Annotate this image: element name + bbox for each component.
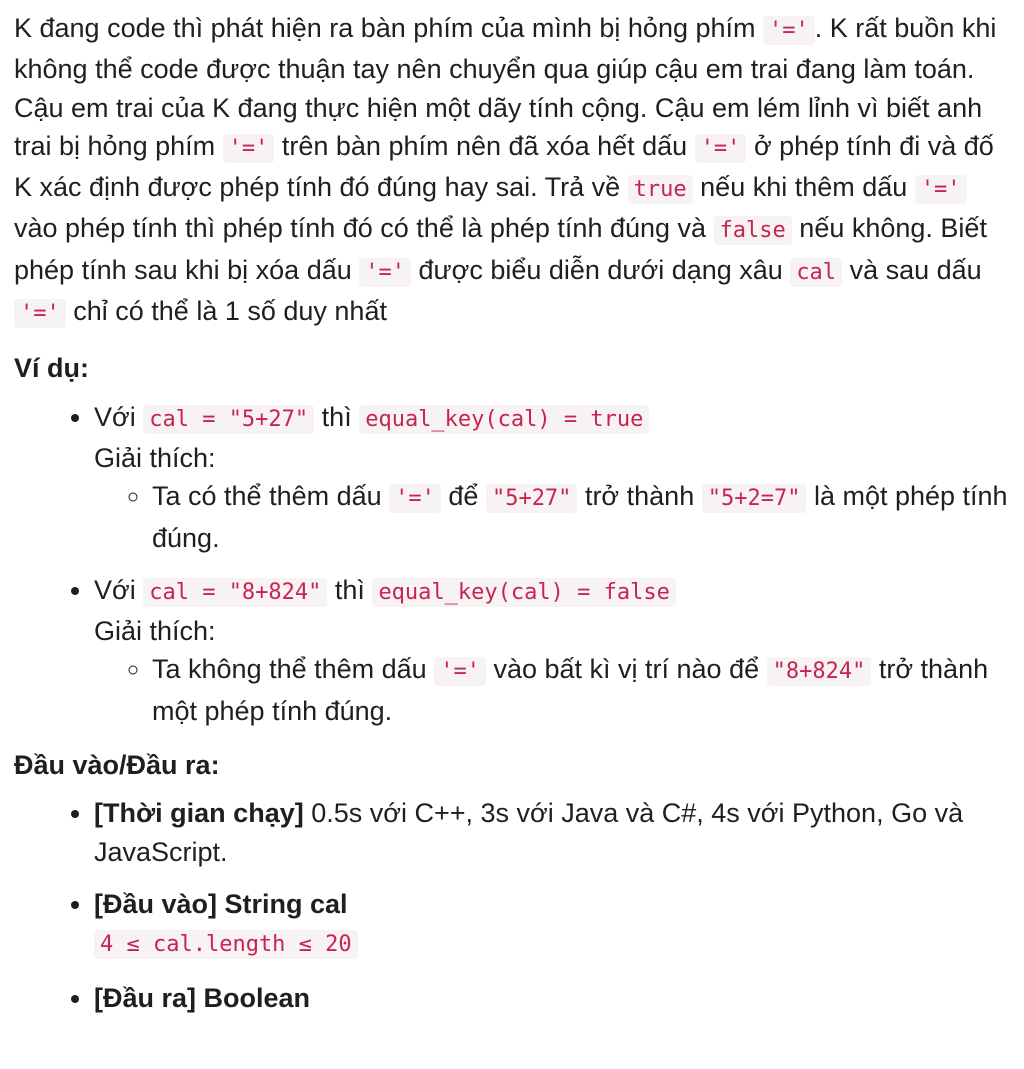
code-equal-sign: '=' — [915, 175, 967, 204]
explanation-text: trở thành — [577, 481, 702, 512]
io-output — [94, 979, 1010, 1017]
code-equal-sign: '=' — [695, 134, 747, 163]
example-then: thì — [327, 574, 373, 605]
code-equal-sign: '=' — [223, 134, 275, 163]
explanation-text: Ta có thể thêm dấu — [152, 481, 390, 512]
explanation-list — [94, 477, 1010, 557]
io-time-limit — [94, 794, 1010, 871]
intro-text: được biểu diễn dưới dạng xâu — [411, 254, 791, 285]
code-equal-sign: '=' — [359, 258, 411, 287]
example-input: cal = "8+824" — [143, 578, 327, 607]
intro-text: . K rất buồn khi không thể code được thuận tay nên chuyển qua giúp cậu em trai đang làm toán. Cậu em trai của K đang thực hiện một dãy tính cộng. Cậu em lém lỉnh vì biết anh trai bị hỏng phím — [14, 13, 997, 161]
code-false: false — [714, 216, 792, 245]
intro-text: ở phép tính đi và đố K xác định được phép tính đó đúng hay sai. Trả về — [14, 130, 994, 203]
code-result-string: "5+2=7" — [702, 484, 807, 513]
intro-text: K đang code thì phát hiện ra bàn phím của mình bị hỏng phím — [14, 13, 763, 43]
example-item — [94, 398, 1010, 557]
io-heading: Đầu vào/Đầu ra: — [14, 750, 220, 781]
code-equal-sign: '=' — [14, 299, 66, 328]
examples-list — [14, 398, 1010, 730]
explanation-label: Giải thích: — [94, 442, 216, 473]
intro-paragraph — [14, 9, 1010, 333]
code-input-string: "8+824" — [767, 657, 872, 686]
input-constraint: 4 ≤ cal.length ≤ 20 — [94, 930, 358, 959]
example-output: equal_key(cal) = false — [372, 578, 675, 607]
example-output: equal_key(cal) = true — [359, 405, 649, 434]
code-equal-sign: '=' — [434, 657, 486, 686]
io-list — [14, 794, 1010, 1016]
explanation-item — [152, 650, 1010, 730]
code-equal-sign: '=' — [389, 484, 441, 513]
intro-text: trên bàn phím nên đã xóa hết dấu — [274, 130, 695, 161]
explanation-label: Giải thích: — [94, 616, 216, 647]
intro-text: nếu khi thêm dấu — [692, 172, 915, 203]
explanation-text: vào bất kì vị trí nào để — [485, 654, 767, 685]
explanation-text: để — [440, 481, 486, 512]
code-equal-sign: '=' — [763, 16, 815, 45]
example-then: thì — [314, 401, 360, 432]
code-true: true — [628, 175, 693, 204]
intro-text: và sau dấu — [842, 254, 982, 285]
code-input-string: "5+27" — [486, 484, 577, 513]
explanation-text: Ta không thể thêm dấu — [152, 654, 435, 685]
time-limit-label: [Thời gian chạy] — [94, 798, 304, 829]
io-input — [94, 885, 1010, 965]
example-item — [94, 571, 1010, 730]
intro-text: chỉ có thể là 1 số duy nhất — [65, 296, 387, 327]
explanation-text: trở thành một phép tính đúng. — [152, 654, 989, 726]
time-limit-text: 0.5s với C++, 3s với Java và C#, 4s với Python, Go và JavaScript. — [94, 798, 964, 867]
examples-heading: Ví dụ: — [14, 353, 89, 384]
explanation-text: là một phép tính đúng. — [152, 481, 1008, 553]
example-input: cal = "5+27" — [143, 405, 314, 434]
input-label: • [Đầu vào] String cal — [94, 888, 348, 919]
intro-text: nếu không. Biết phép tính sau khi bị xóa dấu — [14, 213, 987, 285]
explanation-list — [94, 650, 1010, 730]
code-cal: cal — [790, 258, 842, 287]
example-with: Với — [94, 401, 144, 432]
explanation-item — [152, 477, 1010, 557]
output-label: [Đầu ra] Boolean — [94, 982, 311, 1013]
intro-text: vào phép tính thì phép tính đó có thể là phép tính đúng và — [14, 213, 714, 244]
example-with: Với — [94, 574, 144, 605]
